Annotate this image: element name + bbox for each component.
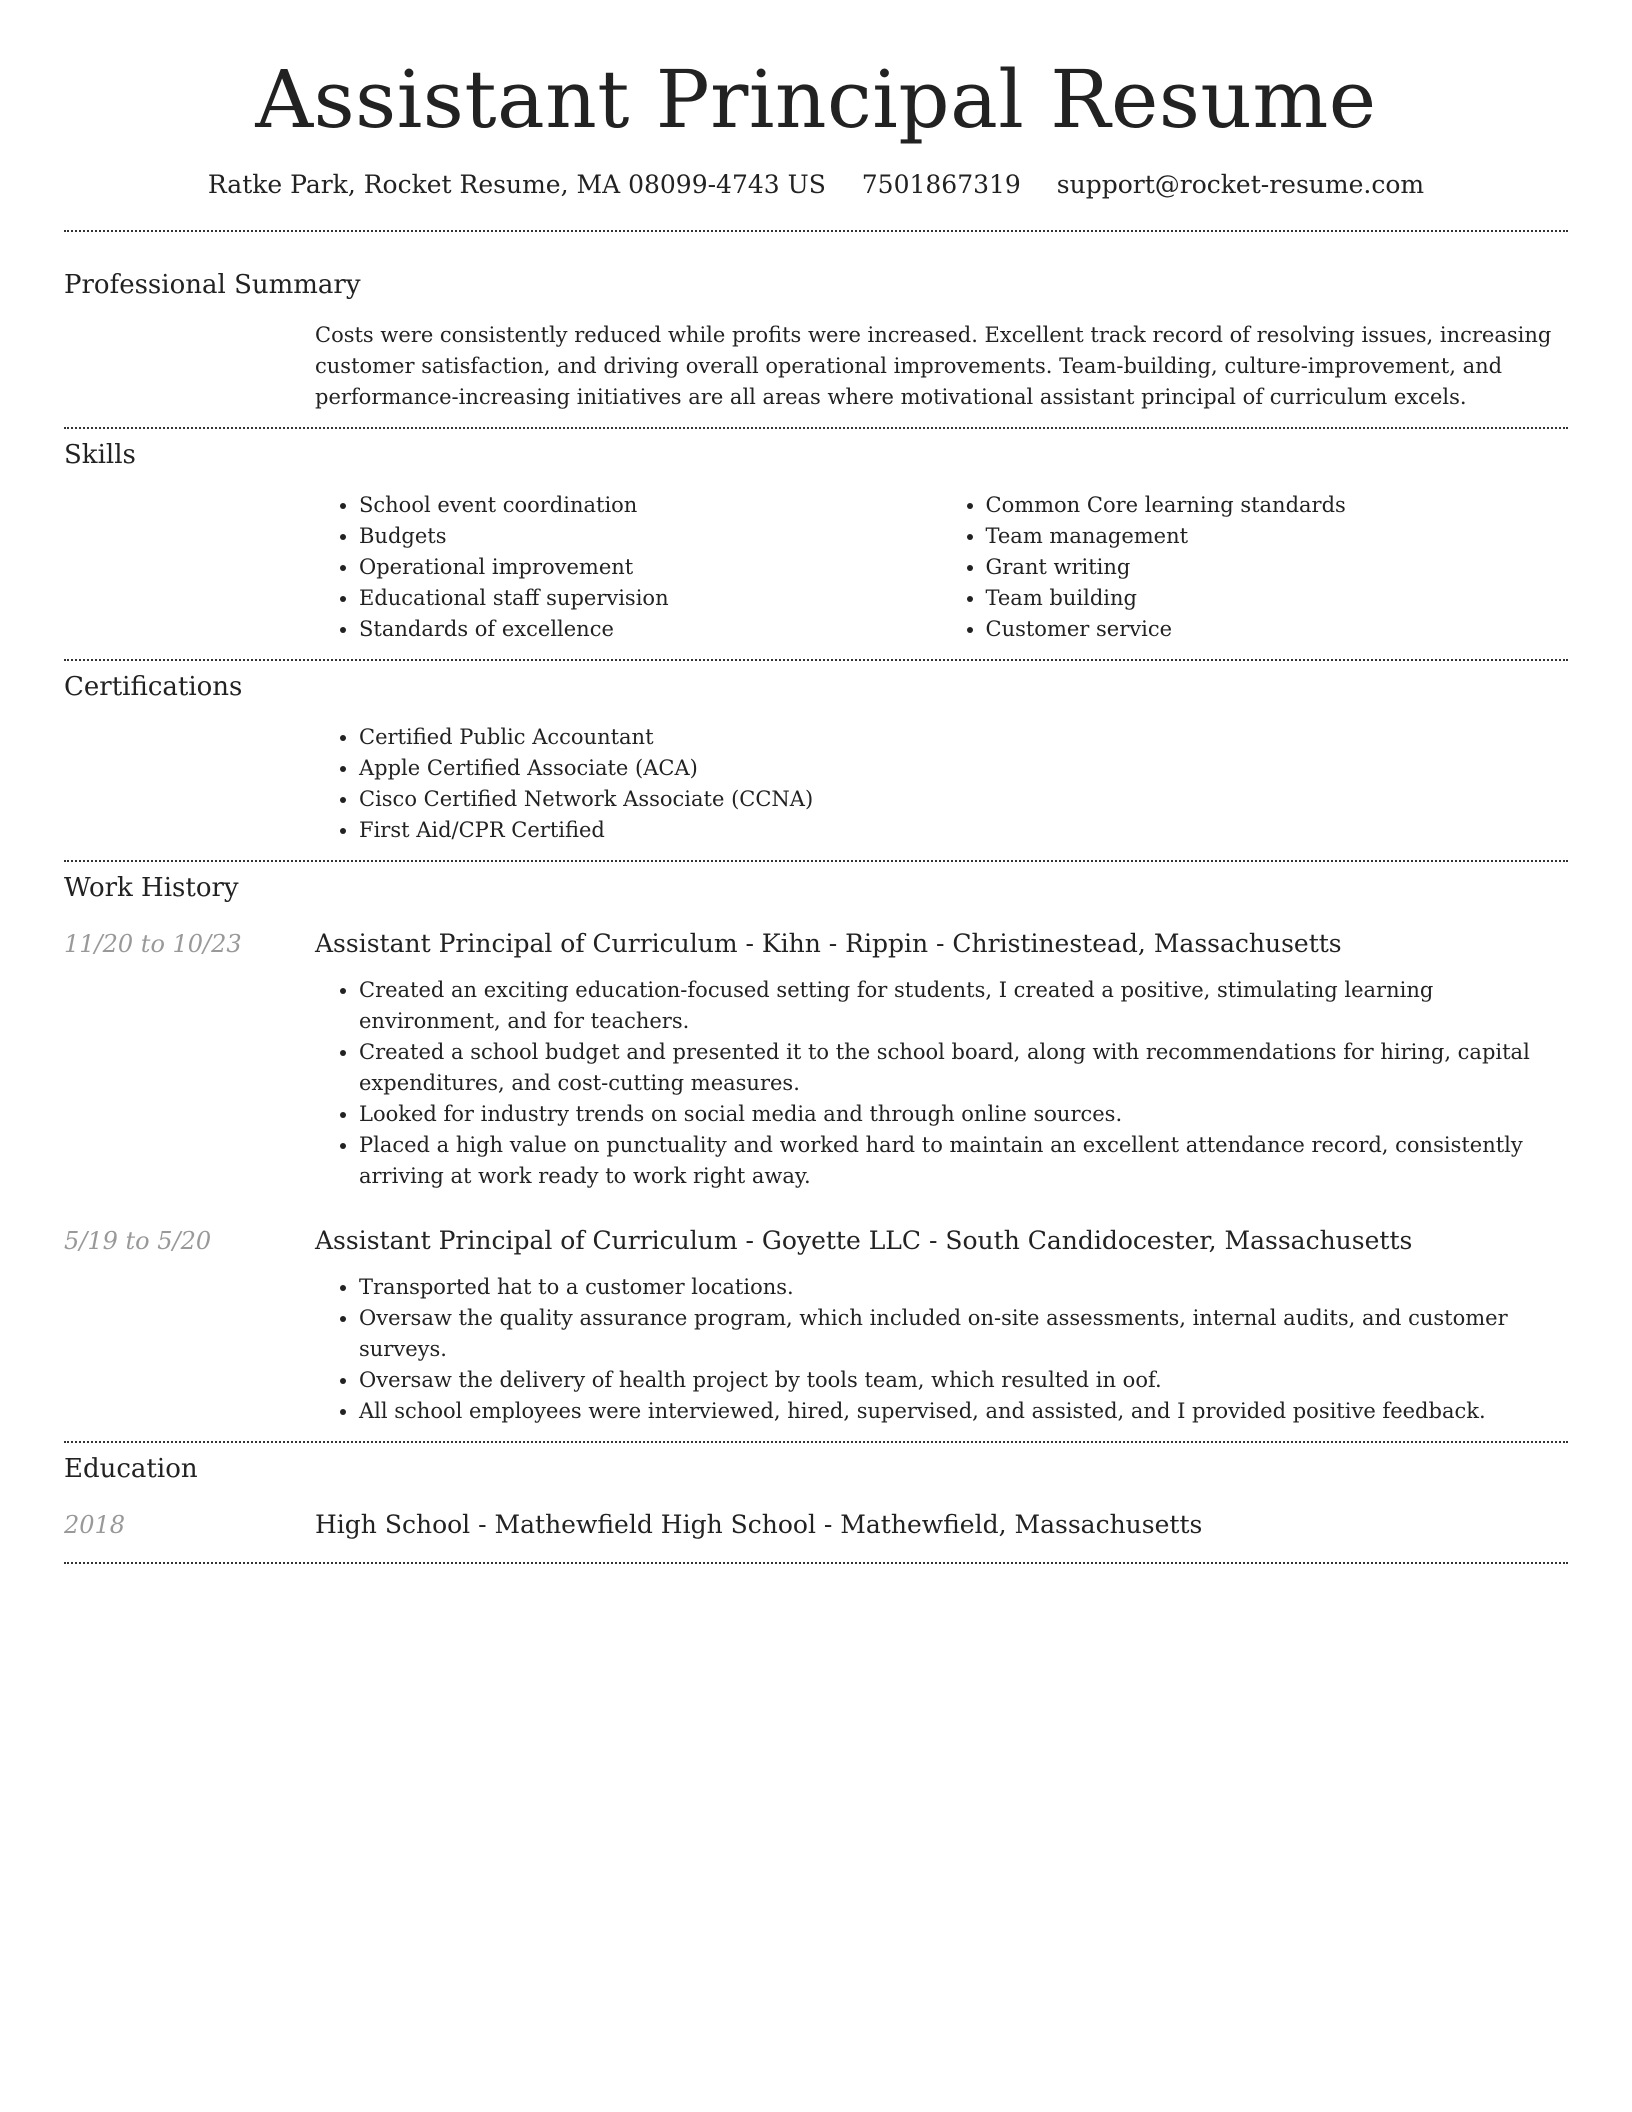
work-history-section xyxy=(64,862,1568,1427)
job-details xyxy=(315,1272,1568,1427)
education-entry xyxy=(64,1508,1568,1542)
skill-item: • Team building xyxy=(986,583,1569,614)
job-details xyxy=(315,975,1568,1192)
job-title: Assistant Principal of Curriculum - Goyette LLC - South Candidocester, Massachusetts xyxy=(315,1226,1413,1255)
section-heading-summary: Professional Summary xyxy=(64,270,361,300)
resume-title: Assistant Principal Resume xyxy=(255,53,1377,146)
job-bullet: • Created an exciting education-focused setting for students, I created a positive, stimulating learning environment, and for teachers. xyxy=(359,975,1568,1037)
skill-item: • Grant writing xyxy=(986,552,1569,583)
job-dates: 11/20 to 10/23 xyxy=(64,930,242,958)
job-bullet: • Transported hat to a customer locations. xyxy=(359,1272,1568,1303)
skills-content xyxy=(315,490,1568,645)
certification-item: • First Aid/CPR Certified xyxy=(359,815,1568,846)
section-divider xyxy=(64,1562,1568,1564)
certification-item: • Cisco Certified Network Associate (CCNA) xyxy=(359,784,1568,815)
skill-item: • Team management xyxy=(986,521,1569,552)
contact-phone: 7501867319 xyxy=(861,170,1021,199)
job-bullet: • Placed a high value on punctuality and worked hard to maintain an excellent attendance record, consistently arriving at work ready to work right away. xyxy=(359,1130,1568,1192)
section-heading-certifications: Certifications xyxy=(64,672,243,702)
certifications-content xyxy=(315,722,1568,846)
section-heading-education: Education xyxy=(64,1454,198,1484)
skill-item: • Standards of excellence xyxy=(359,614,942,645)
summary-content xyxy=(315,320,1568,413)
contact-address: Ratke Park, Rocket Resume, MA 08099-4743 US xyxy=(207,170,826,199)
section-heading-work-history: Work History xyxy=(64,873,239,903)
education-section xyxy=(64,1443,1568,1542)
certifications-section xyxy=(64,661,1568,846)
job-bullets xyxy=(315,975,1568,1192)
skill-item: • Customer service xyxy=(986,614,1569,645)
education-title: High School - Mathewfield High School - Mathewfield, Massachusetts xyxy=(315,1510,1203,1539)
contact-line xyxy=(64,168,1568,202)
skills-list-right xyxy=(942,490,1569,645)
job-entry xyxy=(64,927,1568,1192)
job-dates: 5/19 to 5/20 xyxy=(64,1227,212,1255)
skills-section xyxy=(64,429,1568,645)
resume-header xyxy=(64,0,1568,202)
resume-page xyxy=(64,0,1568,1564)
job-entry xyxy=(64,1224,1568,1427)
section-heading-skills: Skills xyxy=(64,440,136,470)
certifications-list xyxy=(315,722,1568,846)
job-bullet: • Looked for industry trends on social media and through online sources. xyxy=(359,1099,1568,1130)
skill-item: • School event coordination xyxy=(359,490,942,521)
contact-email: support@rocket-resume.com xyxy=(1056,170,1425,199)
certification-item: • Certified Public Accountant xyxy=(359,722,1568,753)
job-bullets xyxy=(315,1272,1568,1427)
summary-section xyxy=(64,232,1568,413)
job-bullet: • Oversaw the quality assurance program, which included on-site assessments, internal audits, and customer surveys. xyxy=(359,1303,1568,1365)
skill-item: • Common Core learning standards xyxy=(986,490,1569,521)
job-title: Assistant Principal of Curriculum - Kihn - Rippin - Christinestead, Massachusetts xyxy=(315,929,1342,958)
certification-item: • Apple Certified Associate (ACA) xyxy=(359,753,1568,784)
summary-text: Costs were consistently reduced while profits were increased. Excellent track record of resolving issues, increasing customer satisfaction, and driving overall operational improvements. Team-building, culture-improvement, and performance-increasing initiatives are all areas where motivational assistant principal of curriculum excels. xyxy=(315,323,1552,409)
skill-item: • Operational improvement xyxy=(359,552,942,583)
job-bullet: • All school employees were interviewed, hired, supervised, and assisted, and I provided positive feedback. xyxy=(359,1396,1568,1427)
skill-item: • Budgets xyxy=(359,521,942,552)
education-year: 2018 xyxy=(64,1511,126,1539)
job-bullet: • Created a school budget and presented it to the school board, along with recommendations for hiring, capital expenditures, and cost-cutting measures. xyxy=(359,1037,1568,1099)
job-bullet: • Oversaw the delivery of health project by tools team, which resulted in oof. xyxy=(359,1365,1568,1396)
skills-list-left xyxy=(315,490,942,645)
skill-item: • Educational staff supervision xyxy=(359,583,942,614)
